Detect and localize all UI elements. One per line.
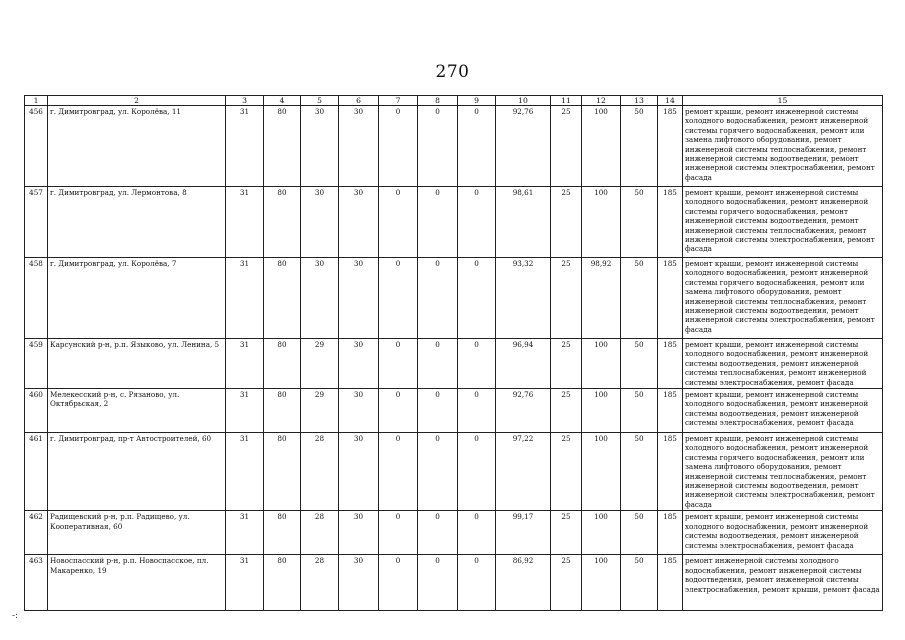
address-cell: Радищевский р-н, р.п. Радищево, ул. Кооперативная, 60 [48, 511, 226, 555]
value-cell-c14: 185 [658, 106, 683, 187]
value-cell-c6: 30 [339, 258, 379, 339]
value-cell-c5: 30 [301, 258, 339, 339]
value-cell-c12: 100 [582, 339, 621, 389]
value-cell-c9: 0 [458, 187, 496, 258]
value-cell-c7: 0 [379, 389, 418, 433]
value-cell-c4: 80 [264, 389, 301, 433]
address-cell: Карсунский р-н, р.п. Языково, ул. Ленина, 5 [48, 339, 226, 389]
value-cell-c6: 30 [339, 339, 379, 389]
value-cell-c3: 31 [226, 106, 264, 187]
address-cell: г. Димитровград, пр-т Автостроителей, 60 [48, 433, 226, 511]
value-cell-c11: 25 [551, 389, 582, 433]
value-cell-c13: 50 [621, 187, 658, 258]
value-cell-c10: 98,61 [496, 187, 551, 258]
works-cell: ремонт инженерной системы холодного водоснабжения, ремонт инженерной системы водоотведения, ремонт инженерной системы электроснабжения, ремонт крыши, ремонт фасада [683, 555, 883, 611]
value-cell-c3: 31 [226, 511, 264, 555]
col-header-10: 10 [496, 96, 551, 106]
value-cell-c12: 98,92 [582, 258, 621, 339]
value-cell-c14: 185 [658, 511, 683, 555]
col-header-2: 2 [48, 96, 226, 106]
value-cell-c10: 92,76 [496, 389, 551, 433]
table-row [25, 258, 883, 339]
value-cell-c12: 100 [582, 511, 621, 555]
works-cell: ремонт крыши, ремонт инженерной системы холодного водоснабжения, ремонт инженерной системы горячего водоснабжения, ремонт или замена лифтового оборудования, ремонт инженерной системы теплоснабжения, ремонт инженерной системы водоотведения, ремонт инженерной системы электроснабжения, ремонт фасада [683, 106, 883, 187]
table-row [25, 106, 883, 187]
row-number: 460 [25, 389, 48, 433]
value-cell-c4: 80 [264, 187, 301, 258]
value-cell-c12: 100 [582, 433, 621, 511]
address-cell: Новоспасский р-н, р.п. Новоспасское, пл. Макаренко, 19 [48, 555, 226, 611]
value-cell-c8: 0 [418, 433, 458, 511]
value-cell-c3: 31 [226, 555, 264, 611]
value-cell-c8: 0 [418, 555, 458, 611]
value-cell-c10: 97,22 [496, 433, 551, 511]
value-cell-c11: 25 [551, 555, 582, 611]
value-cell-c11: 25 [551, 339, 582, 389]
value-cell-c13: 50 [621, 433, 658, 511]
value-cell-c11: 25 [551, 433, 582, 511]
works-cell: ремонт крыши, ремонт инженерной системы холодного водоснабжения, ремонт инженерной системы горячего водоснабжения, ремонт или замена лифтового оборудования, ремонт инженерной системы теплоснабжения, ремонт инженерной системы водоотведения, ремонт инженерной системы электроснабжения, ремонт фасада [683, 258, 883, 339]
value-cell-c5: 28 [301, 433, 339, 511]
value-cell-c5: 30 [301, 106, 339, 187]
value-cell-c14: 185 [658, 339, 683, 389]
value-cell-c3: 31 [226, 258, 264, 339]
row-number: 461 [25, 433, 48, 511]
value-cell-c8: 0 [418, 389, 458, 433]
value-cell-c14: 185 [658, 187, 683, 258]
row-number: 459 [25, 339, 48, 389]
value-cell-c13: 50 [621, 555, 658, 611]
value-cell-c8: 0 [418, 187, 458, 258]
value-cell-c9: 0 [458, 555, 496, 611]
table-row [25, 511, 883, 555]
row-number: 458 [25, 258, 48, 339]
value-cell-c10: 96,94 [496, 339, 551, 389]
value-cell-c5: 29 [301, 389, 339, 433]
row-number: 456 [25, 106, 48, 187]
value-cell-c14: 185 [658, 389, 683, 433]
table-row [25, 187, 883, 258]
works-cell: ремонт крыши, ремонт инженерной системы холодного водоснабжения, ремонт инженерной системы водоотведения, ремонт инженерной системы электроснабжения, ремонт фасада [683, 511, 883, 555]
value-cell-c11: 25 [551, 258, 582, 339]
col-header-3: 3 [226, 96, 264, 106]
value-cell-c4: 80 [264, 555, 301, 611]
value-cell-c13: 50 [621, 339, 658, 389]
address-cell: г. Димитровград, ул. Лермонтова, 8 [48, 187, 226, 258]
value-cell-c7: 0 [379, 511, 418, 555]
col-header-6: 6 [339, 96, 379, 106]
value-cell-c10: 93,32 [496, 258, 551, 339]
value-cell-c8: 0 [418, 258, 458, 339]
col-header-5: 5 [301, 96, 339, 106]
works-cell: ремонт крыши, ремонт инженерной системы холодного водоснабжения, ремонт инженерной системы горячего водоснабжения, ремонт или замена лифтового оборудования, ремонт инженерной системы теплоснабжения, ремонт инженерной системы водоотведения, ремонт инженерной системы электроснабжения, ремонт фасада [683, 433, 883, 511]
value-cell-c5: 28 [301, 555, 339, 611]
value-cell-c14: 185 [658, 555, 683, 611]
table-row [25, 339, 883, 389]
col-header-14: 14 [658, 96, 683, 106]
value-cell-c13: 50 [621, 106, 658, 187]
value-cell-c6: 30 [339, 106, 379, 187]
col-header-8: 8 [418, 96, 458, 106]
col-header-15: 15 [683, 96, 883, 106]
value-cell-c12: 100 [582, 187, 621, 258]
margin-mark: -: [12, 611, 19, 621]
col-header-7: 7 [379, 96, 418, 106]
value-cell-c3: 31 [226, 433, 264, 511]
page-number: 270 [435, 62, 470, 82]
value-cell-c8: 0 [418, 106, 458, 187]
works-cell: ремонт крыши, ремонт инженерной системы холодного водоснабжения, ремонт инженерной системы водоотведения, ремонт инженерной системы электроснабжения, ремонт фасада [683, 389, 883, 433]
value-cell-c3: 31 [226, 187, 264, 258]
col-header-1: 1 [25, 96, 48, 106]
value-cell-c7: 0 [379, 555, 418, 611]
row-number: 463 [25, 555, 48, 611]
col-header-4: 4 [264, 96, 301, 106]
col-header-11: 11 [551, 96, 582, 106]
value-cell-c10: 86,92 [496, 555, 551, 611]
row-number: 462 [25, 511, 48, 555]
value-cell-c6: 30 [339, 511, 379, 555]
value-cell-c3: 31 [226, 339, 264, 389]
value-cell-c12: 100 [582, 389, 621, 433]
value-cell-c5: 29 [301, 339, 339, 389]
col-header-12: 12 [582, 96, 621, 106]
value-cell-c11: 25 [551, 511, 582, 555]
value-cell-c7: 0 [379, 258, 418, 339]
value-cell-c3: 31 [226, 389, 264, 433]
value-cell-c4: 80 [264, 106, 301, 187]
value-cell-c6: 30 [339, 433, 379, 511]
value-cell-c6: 30 [339, 555, 379, 611]
value-cell-c5: 28 [301, 511, 339, 555]
address-cell: г. Димитровград, ул. Королёва, 7 [48, 258, 226, 339]
value-cell-c7: 0 [379, 339, 418, 389]
value-cell-c13: 50 [621, 511, 658, 555]
value-cell-c12: 100 [582, 106, 621, 187]
address-cell: Мелекесский р-н, с. Рязаново, ул. Октябрьская, 2 [48, 389, 226, 433]
data-table [24, 95, 883, 611]
table-row [25, 389, 883, 433]
value-cell-c14: 185 [658, 433, 683, 511]
value-cell-c6: 30 [339, 187, 379, 258]
value-cell-c11: 25 [551, 106, 582, 187]
value-cell-c5: 30 [301, 187, 339, 258]
value-cell-c4: 80 [264, 339, 301, 389]
col-header-13: 13 [621, 96, 658, 106]
value-cell-c11: 25 [551, 187, 582, 258]
value-cell-c13: 50 [621, 389, 658, 433]
table-row [25, 433, 883, 511]
value-cell-c9: 0 [458, 106, 496, 187]
value-cell-c14: 185 [658, 258, 683, 339]
address-cell: г. Димитровград, ул. Королёва, 11 [48, 106, 226, 187]
value-cell-c9: 0 [458, 389, 496, 433]
value-cell-c10: 99,17 [496, 511, 551, 555]
table-row [25, 555, 883, 611]
value-cell-c4: 80 [264, 258, 301, 339]
value-cell-c10: 92,76 [496, 106, 551, 187]
value-cell-c8: 0 [418, 339, 458, 389]
value-cell-c4: 80 [264, 511, 301, 555]
value-cell-c8: 0 [418, 511, 458, 555]
works-cell: ремонт крыши, ремонт инженерной системы холодного водоснабжения, ремонт инженерной системы водоотведения, ремонт инженерной системы теплоснабжения, ремонт инженерной системы электроснабжения, ремонт фасада [683, 339, 883, 389]
value-cell-c9: 0 [458, 511, 496, 555]
value-cell-c9: 0 [458, 433, 496, 511]
row-number: 457 [25, 187, 48, 258]
header-row [25, 96, 883, 106]
value-cell-c7: 0 [379, 187, 418, 258]
value-cell-c9: 0 [458, 258, 496, 339]
value-cell-c7: 0 [379, 106, 418, 187]
value-cell-c13: 50 [621, 258, 658, 339]
value-cell-c12: 100 [582, 555, 621, 611]
value-cell-c4: 80 [264, 433, 301, 511]
value-cell-c6: 30 [339, 389, 379, 433]
works-cell: ремонт крыши, ремонт инженерной системы холодного водоснабжения, ремонт инженерной системы горячего водоснабжения, ремонт инженерной системы водоотведения, ремонт инженерной системы теплоснабжения, ремонт инженерной системы электроснабжения, ремонт фасада [683, 187, 883, 258]
col-header-9: 9 [458, 96, 496, 106]
value-cell-c9: 0 [458, 339, 496, 389]
value-cell-c7: 0 [379, 433, 418, 511]
